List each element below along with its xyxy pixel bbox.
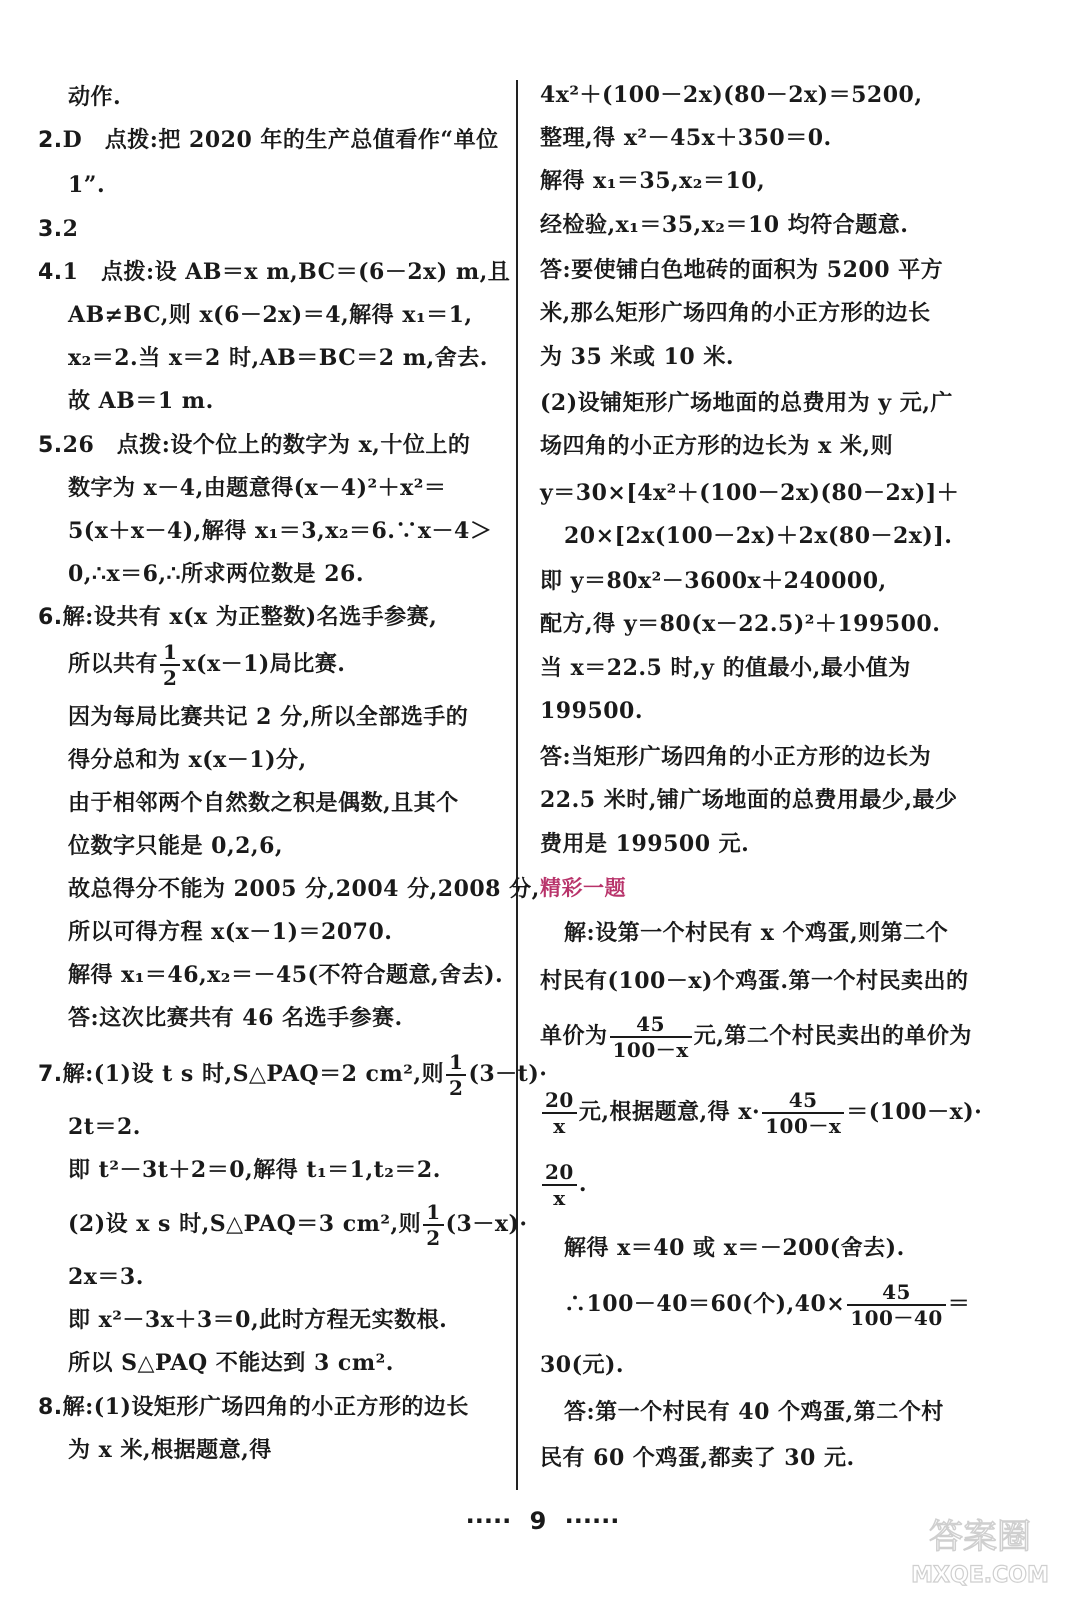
left-line: 所以 S△PAQ 不能达到 3 cm². bbox=[68, 1350, 394, 1376]
right-line: 整理,得 x²－45x＋350＝0. bbox=[540, 125, 832, 151]
right-line: 村民有(100－x)个鸡蛋.第一个村民卖出的 bbox=[540, 968, 969, 994]
footer-dots: ······ bbox=[564, 1507, 620, 1535]
left-line bbox=[38, 214, 78, 245]
denominator: x bbox=[542, 1112, 577, 1138]
left-line: 即 t²－3t＋2＝0,解得 t₁＝1,t₂＝2. bbox=[68, 1157, 441, 1183]
right-line: 199500. bbox=[540, 698, 644, 724]
column-divider bbox=[516, 80, 518, 1490]
right-line: 为 35 米或 10 米. bbox=[540, 344, 735, 370]
item-number: 2. bbox=[38, 128, 63, 153]
left-line bbox=[38, 1050, 547, 1100]
fraction bbox=[542, 1088, 577, 1138]
right-line: (2)设铺矩形广场地面的总费用为 y 元,广 bbox=[540, 390, 953, 416]
left-line bbox=[68, 1200, 528, 1250]
line-text: 单价为 bbox=[540, 1023, 608, 1049]
left-line: 解得 x₁＝46,x₂＝－45(不符合题意,舍去). bbox=[68, 962, 504, 988]
watermark-title: 答案圈 bbox=[929, 1517, 1031, 1557]
right-line: 解得 x₁＝35,x₂＝10, bbox=[540, 168, 766, 194]
numerator: 45 bbox=[788, 1088, 818, 1112]
line-text: . bbox=[578, 1171, 588, 1197]
item-number: 6. bbox=[38, 605, 63, 630]
right-line: 当 x＝22.5 时,y 的值最小,最小值为 bbox=[540, 655, 911, 681]
left-line: x₂＝2.当 x＝2 时,AB＝BC＝2 m,舍去. bbox=[68, 345, 488, 371]
right-line: 解得 x＝40 或 x＝－200(舍去). bbox=[564, 1235, 905, 1261]
line-text: 1 点拨:设 AB＝x m,BC＝(6－2x) m,且 bbox=[62, 259, 511, 285]
item-number: 8. bbox=[38, 1395, 63, 1420]
line-text: D 点拨:把 2020 年的生产总值看作“单位 bbox=[62, 127, 499, 153]
line-text: 解:设共有 x(x 为正整数)名选手参赛, bbox=[62, 604, 438, 630]
denominator: 2 bbox=[423, 1224, 443, 1250]
line-text: ＝ bbox=[947, 1291, 971, 1317]
line-text: 2 bbox=[62, 216, 79, 242]
fraction bbox=[762, 1088, 844, 1138]
left-line: 1”. bbox=[68, 172, 106, 198]
left-line bbox=[38, 602, 437, 633]
denominator: 100－40 bbox=[847, 1304, 946, 1330]
item-number: 3. bbox=[38, 217, 63, 242]
line-text: (3－t)· bbox=[468, 1061, 548, 1087]
left-line bbox=[38, 125, 499, 156]
right-line: y＝30×[4x²＋(100－2x)(80－2x)]＋ bbox=[540, 480, 960, 506]
watermark-logo bbox=[895, 1510, 1065, 1590]
right-line: 即 y＝80x²－3600x＋240000, bbox=[540, 568, 887, 594]
right-line bbox=[540, 1012, 972, 1062]
line-text: (3－x)· bbox=[445, 1211, 528, 1237]
line-text: (2)设 x s 时,S△PAQ＝3 cm²,则 bbox=[68, 1211, 422, 1237]
left-line: 0,∴x＝6,∴所求两位数是 26. bbox=[68, 561, 364, 587]
right-line: 30(元). bbox=[540, 1352, 625, 1378]
page-number: 9 bbox=[529, 1507, 547, 1535]
right-line: 20×[2x(100－2x)＋2x(80－2x)]. bbox=[564, 523, 953, 549]
right-line: 费用是 199500 元. bbox=[540, 831, 750, 857]
denominator: 100－x bbox=[762, 1112, 844, 1138]
right-line: 答:第一个村民有 40 个鸡蛋,第二个村 bbox=[564, 1399, 944, 1425]
line-text: ∴100－40＝60(个),40× bbox=[564, 1291, 846, 1317]
left-line: 因为每局比赛共记 2 分,所以全部选手的 bbox=[68, 704, 469, 730]
right-line bbox=[540, 1160, 587, 1210]
numerator: 20 bbox=[545, 1160, 574, 1184]
denominator: x bbox=[542, 1184, 577, 1210]
right-line: 答:当矩形广场四角的小正方形的边长为 bbox=[540, 744, 932, 770]
left-line: 得分总和为 x(x－1)分, bbox=[68, 747, 307, 773]
line-text: 元,根据题意,得 x· bbox=[578, 1099, 761, 1125]
left-line bbox=[38, 1392, 469, 1423]
left-line bbox=[68, 640, 345, 690]
left-line bbox=[38, 430, 470, 461]
right-line: 配方,得 y＝80(x－22.5)²＋199500. bbox=[540, 611, 941, 637]
right-line: 场四角的小正方形的边长为 x 米,则 bbox=[540, 433, 894, 459]
numerator: 1 bbox=[426, 1200, 441, 1224]
right-line bbox=[564, 1280, 970, 1330]
fraction bbox=[423, 1200, 443, 1250]
right-line: 经检验,x₁＝35,x₂＝10 均符合题意. bbox=[540, 212, 909, 238]
numerator: 1 bbox=[163, 640, 178, 664]
right-line: 22.5 米时,铺广场地面的总费用最少,最少 bbox=[540, 787, 958, 813]
line-text: 解:(1)设 t s 时,S△PAQ＝2 cm²,则 bbox=[62, 1061, 445, 1087]
right-line bbox=[540, 1088, 982, 1138]
fraction bbox=[160, 640, 180, 690]
fraction bbox=[446, 1050, 466, 1100]
line-text: 解:(1)设矩形广场四角的小正方形的边长 bbox=[62, 1394, 469, 1420]
numerator: 45 bbox=[882, 1280, 911, 1304]
left-line: 故 AB＝1 m. bbox=[68, 388, 214, 414]
left-line: 故总得分不能为 2005 分,2004 分,2008 分, bbox=[68, 876, 540, 902]
left-line: AB≠BC,则 x(6－2x)＝4,解得 x₁＝1, bbox=[68, 302, 473, 328]
footer-dots: ····· bbox=[465, 1507, 512, 1535]
left-line: 2t＝2. bbox=[68, 1114, 141, 1140]
watermark-site: MXQE.COM bbox=[911, 1563, 1049, 1588]
left-line: 为 x 米,根据题意,得 bbox=[68, 1437, 272, 1463]
left-line: 由于相邻两个自然数之积是偶数,且其个 bbox=[68, 790, 459, 816]
left-line bbox=[38, 257, 510, 288]
line-text: 26 点拨:设个位上的数字为 x,十位上的 bbox=[62, 432, 471, 458]
left-line: 数字为 x－4,由题意得(x－4)²＋x²＝ bbox=[68, 475, 447, 501]
left-line: 5(x＋x－4),解得 x₁＝3,x₂＝6.∵x－4＞ bbox=[68, 518, 493, 544]
fraction bbox=[610, 1012, 692, 1062]
left-line: 即 x²－3x＋3＝0,此时方程无实数根. bbox=[68, 1307, 448, 1333]
numerator: 20 bbox=[545, 1088, 574, 1112]
denominator: 100－x bbox=[610, 1036, 692, 1062]
left-line: 位数字只能是 0,2,6, bbox=[68, 833, 284, 859]
left-line: 2x＝3. bbox=[68, 1264, 144, 1290]
right-line: 解:设第一个村民有 x 个鸡蛋,则第二个 bbox=[564, 920, 949, 946]
item-number: 7. bbox=[38, 1062, 63, 1087]
numerator: 1 bbox=[449, 1050, 464, 1074]
line-text: x(x－1)局比赛. bbox=[182, 651, 346, 677]
denominator: 2 bbox=[160, 664, 180, 690]
right-line: 4x²＋(100－2x)(80－2x)＝5200, bbox=[540, 82, 923, 108]
line-text: ＝(100－x)· bbox=[846, 1099, 983, 1125]
section-heading: 精彩一题 bbox=[540, 876, 626, 900]
line-text: 元,第二个村民卖出的单价为 bbox=[693, 1023, 972, 1049]
right-line: 民有 60 个鸡蛋,都卖了 30 元. bbox=[540, 1445, 855, 1471]
numerator: 45 bbox=[636, 1012, 666, 1036]
left-line: 动作. bbox=[68, 84, 122, 110]
right-line: 米,那么矩形广场四角的小正方形的边长 bbox=[540, 300, 931, 326]
item-number: 4. bbox=[38, 260, 63, 285]
left-line: 答:这次比赛共有 46 名选手参赛. bbox=[68, 1005, 403, 1031]
left-line: 所以可得方程 x(x－1)＝2070. bbox=[68, 919, 393, 945]
right-line: 答:要使铺白色地砖的面积为 5200 平方 bbox=[540, 257, 944, 283]
item-number: 5. bbox=[38, 433, 63, 458]
fraction bbox=[847, 1280, 946, 1330]
line-text: 所以共有 bbox=[68, 651, 159, 677]
denominator: 2 bbox=[446, 1074, 466, 1100]
fraction bbox=[542, 1160, 577, 1210]
